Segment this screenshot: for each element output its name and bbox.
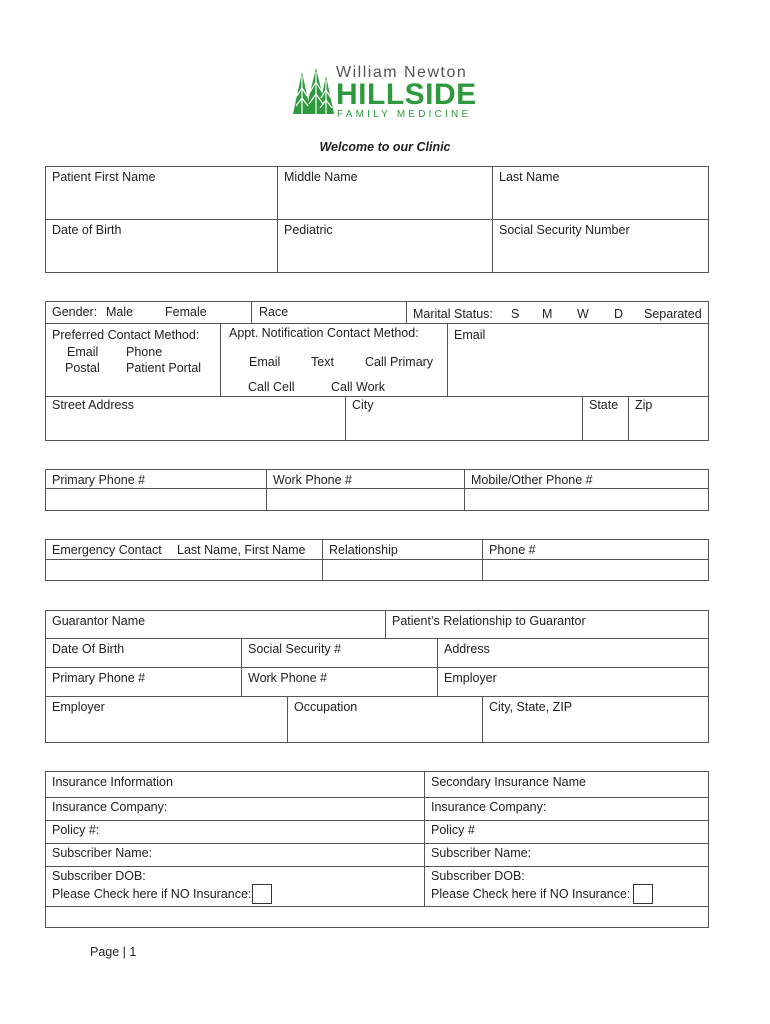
secondary-insurance-company-field[interactable]: Insurance Company: (431, 800, 547, 814)
pref-email-option[interactable]: Email (67, 345, 99, 359)
street-address-field[interactable]: Street Address (52, 398, 134, 412)
logo-line3: FAMILY MEDICINE (337, 109, 472, 120)
policy-number-field[interactable]: Policy #: (52, 823, 100, 837)
guarantor-dob-field[interactable]: Date Of Birth (52, 642, 125, 656)
city-field[interactable]: City (352, 398, 374, 412)
preferred-contact-label: Preferred Contact Method: (52, 328, 200, 342)
marital-m-option[interactable]: M (542, 307, 553, 321)
last-name-field[interactable]: Last Name (499, 170, 560, 184)
emergency-contact-label: Emergency Contact (52, 543, 162, 557)
appt-email-option[interactable]: Email (249, 355, 281, 369)
pref-postal-option[interactable]: Postal (65, 361, 100, 375)
ssn-field[interactable]: Social Security Number (499, 223, 630, 237)
marital-w-option[interactable]: W (577, 307, 589, 321)
guarantor-ssn-field[interactable]: Social Security # (248, 642, 342, 656)
pref-phone-option[interactable]: Phone (126, 345, 163, 359)
subscriber-name-field[interactable]: Subscriber Name: (52, 846, 153, 860)
guarantor-primary-phone-field[interactable]: Primary Phone # (52, 671, 146, 685)
state-field[interactable]: State (589, 398, 619, 412)
marital-d-option[interactable]: D (614, 307, 624, 321)
pine-trees-icon (290, 66, 336, 118)
guarantor-name-field[interactable]: Guarantor Name (52, 614, 146, 628)
logo-line2: HILLSIDE (336, 78, 477, 111)
appt-call-work-option[interactable]: Call Work (331, 380, 385, 394)
page-number: Page | 1 (90, 945, 137, 959)
work-phone-field[interactable]: Work Phone # (273, 473, 352, 487)
subscriber-dob-field[interactable]: Subscriber DOB: (52, 869, 146, 883)
primary-phone-field[interactable]: Primary Phone # (52, 473, 146, 487)
middle-name-field[interactable]: Middle Name (284, 170, 358, 184)
guarantor-city-state-zip-field[interactable]: City, State, ZIP (489, 700, 573, 714)
secondary-no-insurance-checkbox[interactable] (633, 884, 653, 904)
guarantor-work-phone-field[interactable]: Work Phone # (248, 671, 327, 685)
no-insurance-label: Please Check here if NO Insurance: (52, 887, 252, 901)
page-title: Welcome to our Clinic (319, 140, 451, 154)
secondary-subscriber-name-field[interactable]: Subscriber Name: (431, 846, 532, 860)
emergency-name-field[interactable]: Last Name, First Name (177, 543, 306, 557)
marital-separated-option[interactable]: Separated (644, 307, 702, 321)
secondary-no-insurance-label: Please Check here if NO Insurance: (431, 887, 631, 901)
logo-line1: William Newton (336, 64, 468, 81)
guarantor-employer-right-field[interactable]: Employer (444, 671, 497, 685)
email-field[interactable]: Email (454, 328, 486, 342)
appt-call-primary-option[interactable]: Call Primary (365, 355, 434, 369)
mobile-phone-field[interactable]: Mobile/Other Phone # (471, 473, 593, 487)
guarantor-employer-field[interactable]: Employer (52, 700, 105, 714)
guarantor-occupation-field[interactable]: Occupation (294, 700, 358, 714)
guarantor-address-field[interactable]: Address (444, 642, 490, 656)
no-insurance-checkbox[interactable] (252, 884, 272, 904)
appt-text-option[interactable]: Text (311, 355, 334, 369)
patient-first-name-field[interactable]: Patient First Name (52, 170, 156, 184)
appt-notification-label: Appt. Notification Contact Method: (229, 326, 419, 340)
marital-status-label: Marital Status: (413, 307, 493, 321)
insurance-info-label: Insurance Information (52, 775, 173, 789)
emergency-relationship-field[interactable]: Relationship (329, 543, 398, 557)
gender-label: Gender: (52, 305, 98, 319)
appt-call-cell-option[interactable]: Call Cell (248, 380, 295, 394)
insurance-company-field[interactable]: Insurance Company: (52, 800, 168, 814)
emergency-phone-field[interactable]: Phone # (489, 543, 536, 557)
secondary-policy-number-field[interactable]: Policy # (431, 823, 475, 837)
marital-s-option[interactable]: S (511, 307, 520, 321)
gender-female-option[interactable]: Female (165, 305, 207, 319)
zip-field[interactable]: Zip (635, 398, 653, 412)
pref-portal-option[interactable]: Patient Portal (126, 361, 202, 375)
pediatric-field[interactable]: Pediatric (284, 223, 333, 237)
race-field[interactable]: Race (259, 305, 289, 319)
gender-male-option[interactable]: Male (106, 305, 134, 319)
secondary-subscriber-dob-field[interactable]: Subscriber DOB: (431, 869, 525, 883)
date-of-birth-field[interactable]: Date of Birth (52, 223, 122, 237)
guarantor-relationship-field[interactable]: Patient’s Relationship to Guarantor (392, 614, 586, 628)
secondary-insurance-field[interactable]: Secondary Insurance Name (431, 775, 586, 789)
